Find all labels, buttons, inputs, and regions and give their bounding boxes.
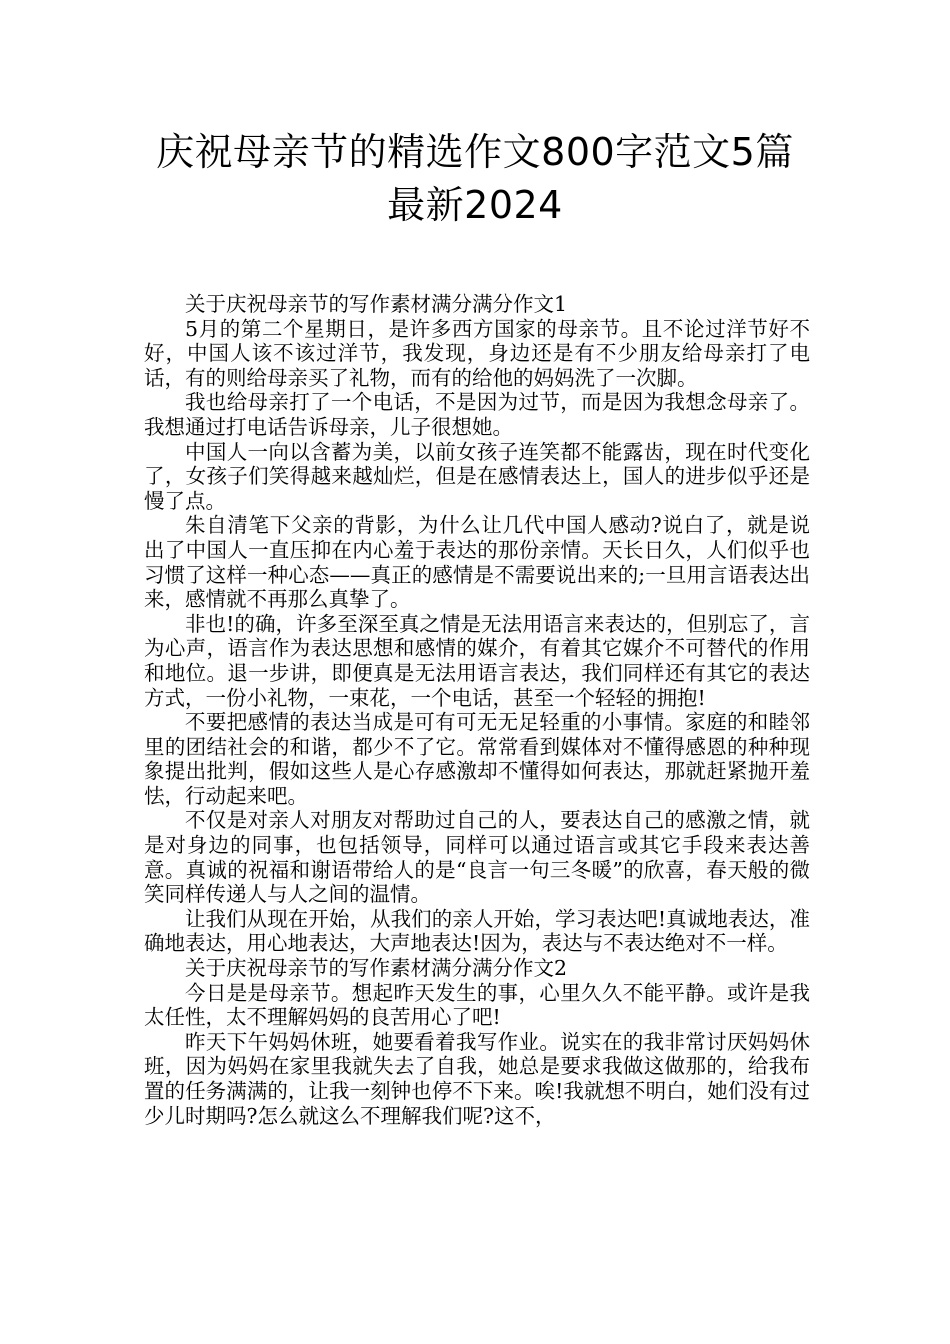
- paragraph: 昨天下午妈妈休班，她要看着我写作业。说实在的我非常讨厌妈妈休班，因为妈妈在家里我就失去了自我，她总是要求我做这做那的，给我布置的任务满满的，让我一刻钟也停不下来。唉!我就想不明白，她们没有过少儿时期吗?怎么就这么不理解我们呢?这不，: [144, 1029, 810, 1128]
- title-line-2: 最新2024: [387, 183, 563, 227]
- paragraph: 朱自清笔下父亲的背影，为什么让几代中国人感动?说白了，就是说出了中国人一直压抑在内心羞于表达的那份亲情。天长日久，人们似乎也习惯了这样一种心态——真正的感情是不需要说出来的;一旦用言语表达出来，感情就不再那么真挚了。: [144, 513, 810, 612]
- paragraph: 不要把感情的表达当成是可有可无无足轻重的小事情。家庭的和睦邻里的团结社会的和谐，都少不了它。常常看到媒体对不懂得感恩的种种现象提出批判，假如这些人是心存感激却不懂得如何表达，那就赶紧抛开羞怯，行动起来吧。: [144, 710, 810, 808]
- paragraph: 5月的第二个星期日，是许多西方国家的母亲节。且不论过洋节好不好，中国人该不该过洋节，我发现，身边还是有不少朋友给母亲打了电话，有的则给母亲买了礼物，而有的给他的妈妈洗了一次脚。: [144, 316, 810, 390]
- paragraph: 今日是是母亲节。想起昨天发生的事，心里久久不能平静。或许是我太任性，太不理解妈妈的良苦用心了吧!: [144, 980, 810, 1030]
- paragraph: 中国人一向以含蓄为美，以前女孩子连笑都不能露齿，现在时代变化了，女孩子们笑得越来越灿烂，但是在感情表达上，国人的进步似乎还是慢了点。: [144, 439, 810, 513]
- paragraph: 不仅是对亲人对朋友对帮助过自己的人，要表达自己的感激之情，就是对身边的同事，也包括领导，同样可以通过语言或其它手段来表达善意。真诚的祝福和谢语带给人的是“良言一句三冬暖”的欣喜，春天般的微笑同样传递人与人之间的温情。: [144, 808, 810, 907]
- paragraph: 我也给母亲打了一个电话，不是因为过节，而是因为我想念母亲了。我想通过打电话告诉母亲，儿子很想她。: [144, 390, 810, 439]
- paragraph: 非也!的确，许多至深至真之情是无法用语言来表达的，但别忘了，言为心声，语言作为表达思想和感情的媒介，有着其它媒介不可替代的作用和地位。退一步讲，即便真是无法用语言表达，我们同样还有其它的表达方式，一份小礼物，一束花，一个电话，甚至一个轻轻的拥抱!: [144, 611, 810, 710]
- essay-heading-1: 关于庆祝母亲节的写作素材满分满分作文1: [185, 292, 568, 316]
- paragraph: 让我们从现在开始，从我们的亲人开始，学习表达吧!真诚地表达，准确地表达，用心地表达，大声地表达!因为，表达与不表达绝对不一样。: [144, 906, 810, 956]
- document-title: [100, 126, 850, 232]
- document-body: [144, 292, 810, 1128]
- essay-heading-2: 关于庆祝母亲节的写作素材满分满分作文2: [185, 956, 568, 981]
- title-line-1: 庆祝母亲节的精选作文800字范文5篇: [156, 130, 794, 174]
